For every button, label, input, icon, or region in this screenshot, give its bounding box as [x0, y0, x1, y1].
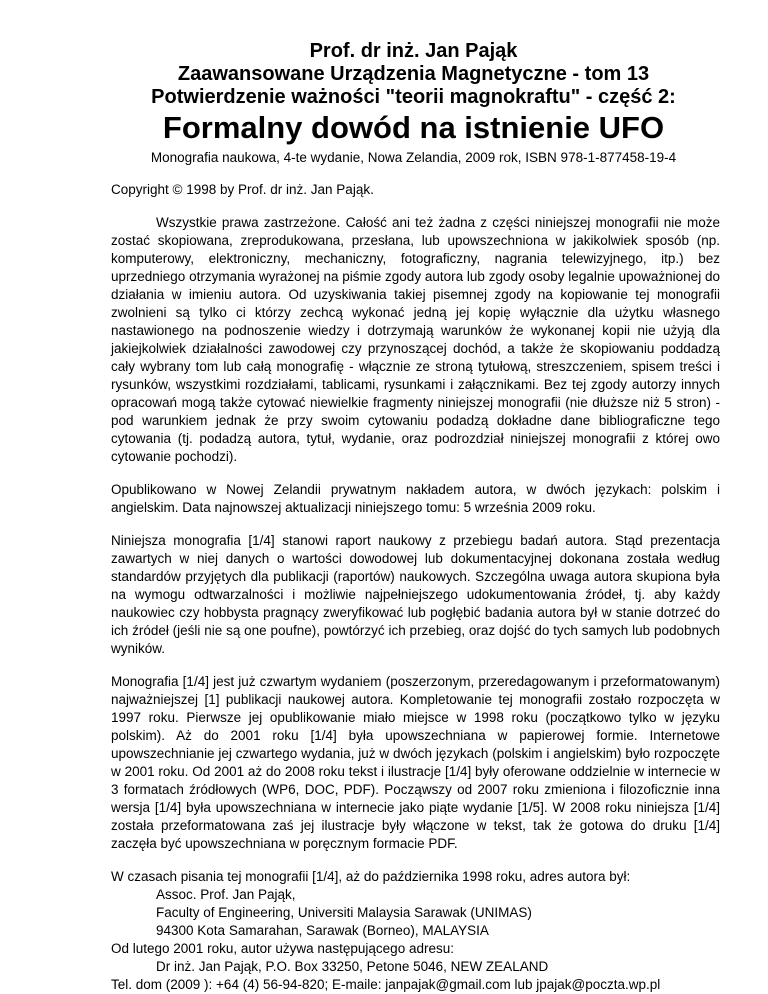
- publication-meta: Monografia naukowa, 4-te wydanie, Nowa Zelandia, 2009 rok, ISBN 978-1-877458-19-4: [150, 150, 677, 165]
- address-intro: W czasach pisania tej monografii [1/4], aż do października 1998 roku, adres autora był:: [111, 869, 631, 884]
- address-block: [111, 868, 720, 994]
- series-heading: Zaawansowane Urządzenia Magnetyczne - tom 13: [177, 63, 650, 85]
- published-paragraph: Opublikowano w Nowej Zelandii prywatnym nakładem autora, w dwóch językach: polskim i angielskim. Data najnowszej aktualizacji niniejszego tomu: 5 września 2009 roku.: [111, 482, 720, 515]
- contact-line: Tel. dom (2009 ): +64 (4) 56-94-820; E-maile: janpajak@gmail.com lub jpajak@poczta.wp.pl: [111, 977, 661, 992]
- document-body: [111, 181, 720, 994]
- address-line: 94300 Kota Samarahan, Sarawak (Borneo), MALAYSIA: [156, 923, 489, 938]
- copyright-line: Copyright © 1998 by Prof. dr inż. Jan Pająk.: [111, 182, 374, 197]
- title-block: [109, 40, 718, 167]
- new-address-intro: Od lutego 2001 roku, autor używa następującego adresu:: [111, 941, 454, 956]
- copyright-paragraph: Wszystkie prawa zastrzeżone. Całość ani też żadna z części niniejszej monografii nie może zostać skopiowana, zreprodukowana, przesłana, lub upowszechniona w jakikolwiek sposób (np. komputerowy, elektroniczny, mechaniczny, fotograficzny, nagrania telewizyjnego, itp.) bez uprzedniego otrzymania wyrażonej na piśmie zgody autora lub zgody osoby legalnie upoważnionej do działania w imieniu autora. Od uzyskiwania takiej pisemnej zgody na kopiowanie tej monografii zwolnieni są tylko ci którzy zechcą wykonać jedną jej kopię wyłącznie dla użytku własnego nastawionego na podnoszenie wiedzy i dotrzymają warunków że wykonanej kopii nie użyją dla jakiejkolwiek działalności zawodowej czy przynoszącej dochód, a także że skopiowaniu poddadzą cały wybrany tom lub całą monografię - włącznie ze stroną tytułową, streszczeniem, spisem treści i rysunków, wszystkimi rozdziałami, tablicami, rysunkami i załącznikami. Bez tej zgody autorzy innych opracowań mogą także cytować niewielkie fragmenty niniejszej monografii (nie dłuższe niż 5 stron) - pod warunkiem jednak że przy swoim cytowaniu podadzą dokładne dane bibliograficzne tego cytowania (tj. podadzą autora, tytuł, wydanie, oraz podrozdział niniejszej monografii z której owo cytowanie pochodzi).: [111, 215, 720, 464]
- author-heading: Prof. dr inż. Jan Pająk: [309, 40, 518, 62]
- new-address-line: Dr inż. Jan Pająk, P.O. Box 33250, Petone 5046, NEW ZEALAND: [156, 959, 549, 974]
- address-line: Faculty of Engineering, Universiti Malaysia Sarawak (UNIMAS): [156, 905, 532, 920]
- page-title: Formalny dowód na istnienie UFO: [162, 110, 665, 145]
- edition-paragraph: Monografia [1/4] jest już czwartym wydaniem (poszerzonym, przeredagowanym i przeformatowanym) najważniejszej [1] publikacji naukowej autora. Kompletowanie tej monografii zostało rozpoczęta w 1997 roku. Pierwsze jej opublikowanie miało miejsce w 1998 roku (początkowo tylko w języku polskim). Aż do 2001 roku [1/4] była upowszechniana w papierowej formie. Internetowe upowszechnianie jej czwartego wydania, już w dwóch językach (polskim i angielskim) było rozpoczęte w 2001 roku. Od 2001 aż do 2008 roku tekst i ilustracje [1/4] były oferowane oddzielnie w internecie w 3 formatach źródłowych (WP6, DOC, PDF). Począwszy od 2007 roku zmieniona i filozoficznie inna wersja [1/4] była upowszechniana w internecie jako piąte wydanie [1/5]. W 2008 roku niniejsza [1/4] została przeformatowana zaś jej ilustracje były włączone w tekst, tak że gotowa do druku [1/4] zaczęła być upowszechniana w poręcznym formacie PDF.: [111, 674, 720, 851]
- subtitle-heading: Potwierdzenie ważności "teorii magnokraftu" - część 2:: [151, 86, 676, 108]
- report-paragraph: Niniejsza monografia [1/4] stanowi raport naukowy z przebiegu badań autora. Stąd prezentacja zawartych w niej danych o wartości dowodowej lub dokumentacyjnej dokonana została według standardów przyjętych dla publikacji (raportów) naukowych. Szczególna uwaga autora skupiona była na wymogu odtwarzalności i możliwie najpełniejszego udokumentowania źródeł, tj. aby każdy naukowiec czy hobbysta pragnący zweryfikować lub pogłębić badania autora był w stanie dotrzeć do ich źródeł (jeśli nie są one poufne), powtórzyć ich przebieg, oraz dojść do tych samych lub podobnych wyników.: [111, 533, 720, 656]
- address-line: Assoc. Prof. Jan Pająk,: [156, 887, 296, 902]
